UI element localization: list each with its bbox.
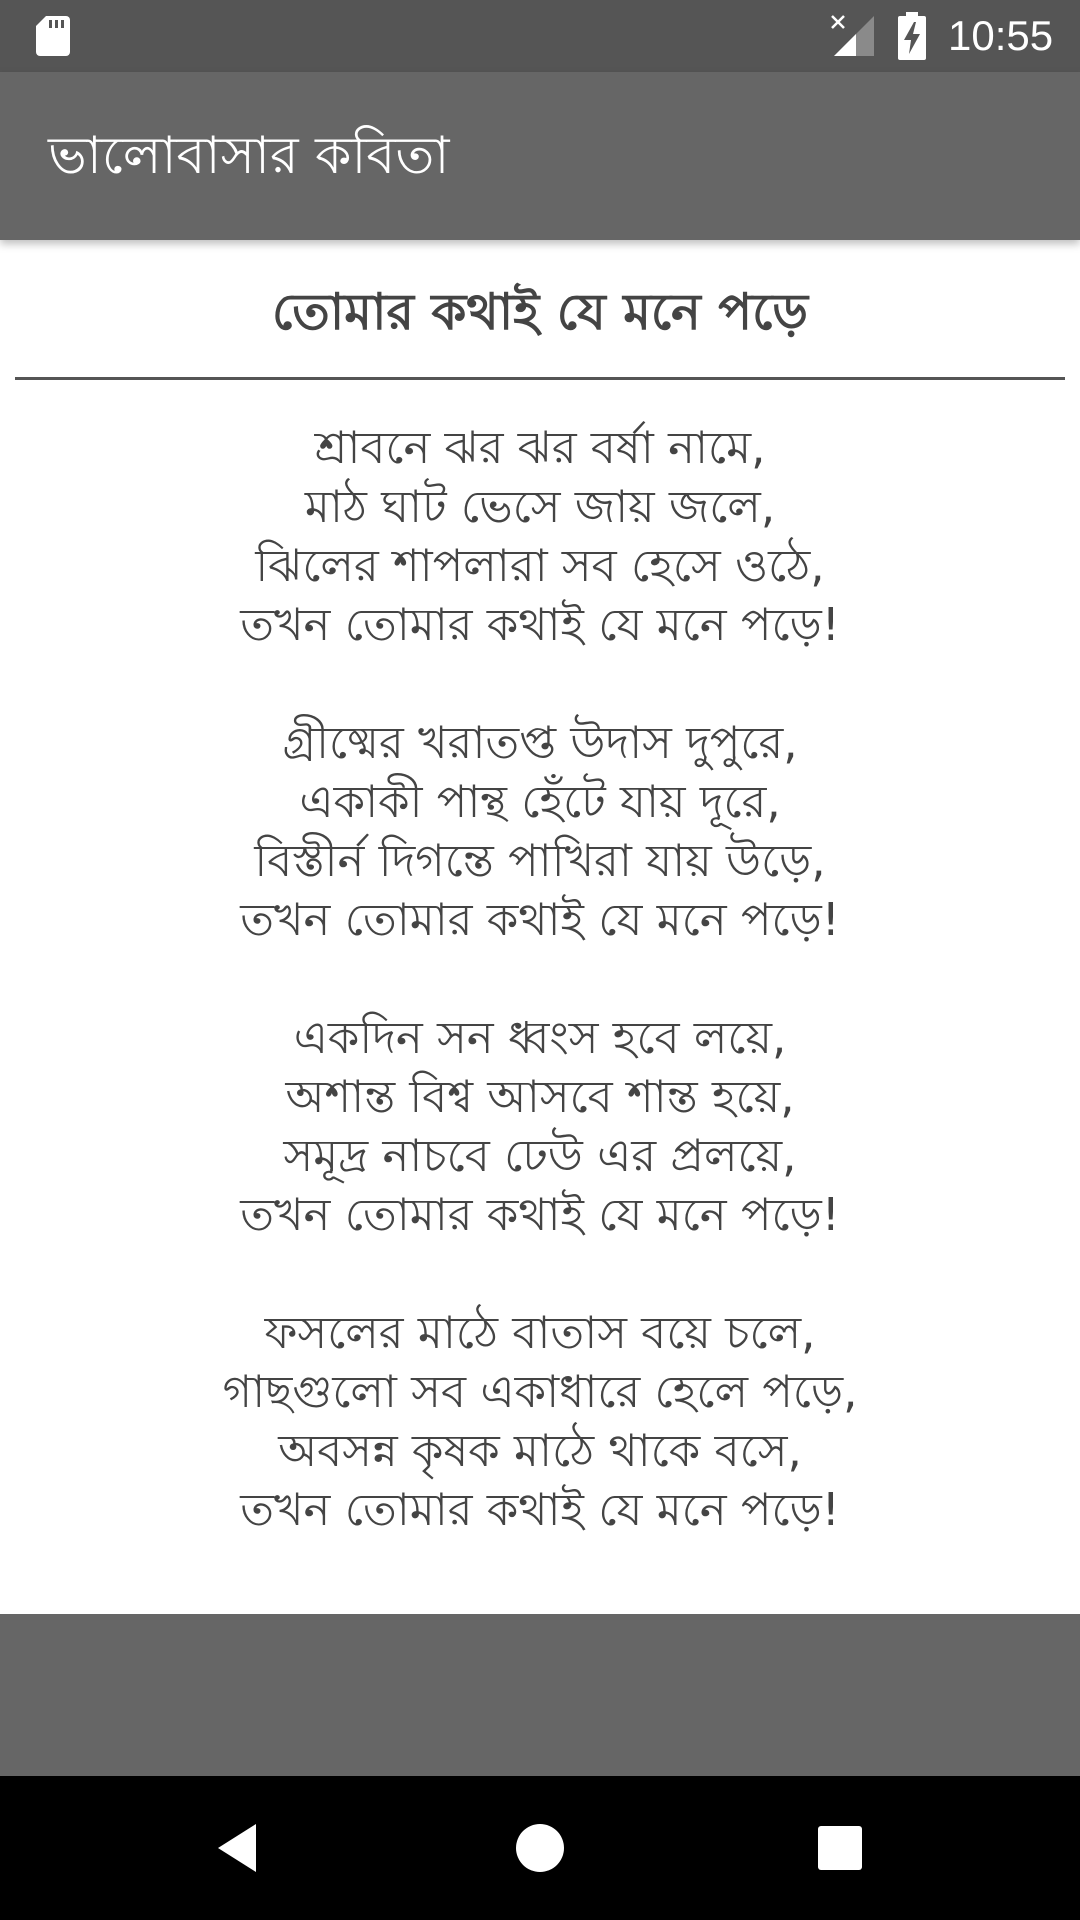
navigation-bar xyxy=(0,1776,1080,1920)
poem-line: শ্রাবনে ঝর ঝর বর্ষা নামে, xyxy=(314,421,766,474)
poem-line: তখন তোমার কথাই যে মনে পড়ে! xyxy=(240,598,840,651)
app-bar xyxy=(0,72,1080,240)
battery-charging-icon xyxy=(898,12,926,60)
poem-scroll-area[interactable] xyxy=(0,240,1080,1614)
app-title: ভালোবাসার কবিতা xyxy=(48,126,450,186)
home-icon[interactable] xyxy=(504,1812,576,1884)
stanza-3 xyxy=(0,1008,1080,1244)
sd-card-icon xyxy=(36,16,70,56)
poem-line: তখন তোমার কথাই যে মনে পড়ে! xyxy=(240,1188,840,1241)
poem-line: ঝিলের শাপলারা সব হেসে ওঠে, xyxy=(255,539,825,592)
back-icon[interactable] xyxy=(204,1812,276,1884)
poem-line: তখন তোমার কথাই যে মনে পড়ে! xyxy=(240,1483,840,1536)
poem-title: তোমার কথাই যে মনে পড়ে xyxy=(271,283,809,341)
poem-line: মাঠ ঘাট ভেসে জায় জলে, xyxy=(304,480,776,533)
poem-line: বিস্তীর্ন দিগন্তে পাখিরা যায় উড়ে, xyxy=(254,834,826,887)
stanza-gap xyxy=(0,654,1080,713)
clock: 10:55 xyxy=(948,12,1054,59)
stanza-4 xyxy=(0,1303,1080,1539)
bottom-panel xyxy=(0,1614,1080,1776)
status-bar xyxy=(0,0,1080,72)
stanza-1 xyxy=(0,418,1080,654)
poem-body xyxy=(0,418,1080,1539)
poem-line: গ্রীষ্মের খরাতপ্ত উদাস দুপুরে, xyxy=(282,716,798,769)
stanza-gap xyxy=(0,1244,1080,1303)
poem-line: তখন তোমার কথাই যে মনে পড়ে! xyxy=(240,893,840,946)
poem-line: একদিন সন ধ্বংস হবে লয়ে, xyxy=(293,1011,787,1064)
poem-line: একাকী পান্থ হেঁটে যায় দূরে, xyxy=(299,775,781,828)
recents-icon[interactable] xyxy=(804,1812,876,1884)
no-signal-icon xyxy=(830,14,874,58)
poem-line: অশান্ত বিশ্ব আসবে শান্ত হয়ে, xyxy=(285,1070,795,1123)
poem-line: সমূদ্র নাচবে ঢেউ এর প্রলয়ে, xyxy=(283,1129,797,1182)
poem-line: গাছগুলো সব একাধারে হেলে পড়ে, xyxy=(222,1365,858,1418)
stanza-gap xyxy=(0,949,1080,1008)
poem-line: অবসন্ন কৃষক মাঠে থাকে বসে, xyxy=(278,1424,802,1477)
title-divider xyxy=(15,377,1065,380)
poem-line: ফসলের মাঠে বাতাস বয়ে চলে, xyxy=(264,1306,816,1359)
stanza-2 xyxy=(0,713,1080,949)
